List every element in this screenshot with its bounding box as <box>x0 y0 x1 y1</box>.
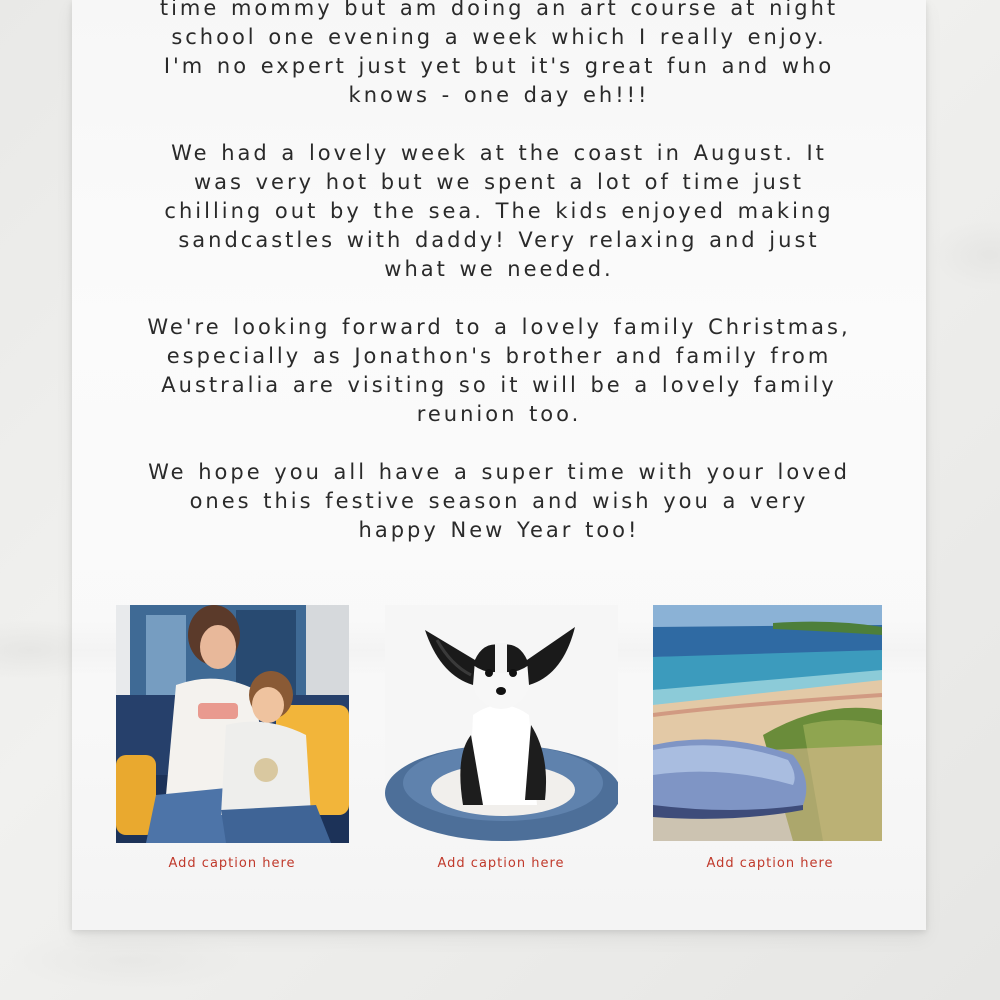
letter-paragraph-3: We're looking forward to a lovely family Christmas, especially as Jonathon's brother and family from Australia are visiting so it will be a lovely family reunion too. <box>147 315 851 426</box>
letter-body <box>147 0 851 574</box>
letter-paragraph-2: We had a lovely week at the coast in August. It was very hot but we spent a lot of time just chilling out by the sea. The kids enjoyed making sandcastles with daddy! Very relaxing and just what we needed. <box>164 141 834 281</box>
beach-boat-painting <box>653 605 882 841</box>
letter-card <box>72 0 926 930</box>
dog-photo <box>385 605 618 843</box>
photo-caption-2[interactable]: Add caption here <box>437 856 565 871</box>
photo-caption-3[interactable]: Add caption here <box>706 856 834 871</box>
letter-paragraph-4: We hope you all have a super time with your loved ones this festive season and wish you a very happy New Year too! <box>148 460 850 542</box>
letter-paragraph-1: time mommy but am doing an art course at night school one evening a week which I really enjoy. I'm no expert just yet but it's great fun and who knows - one day eh!!! <box>159 0 839 107</box>
mother-and-child-photo <box>116 605 349 843</box>
photo-caption-1[interactable]: Add caption here <box>168 856 296 871</box>
